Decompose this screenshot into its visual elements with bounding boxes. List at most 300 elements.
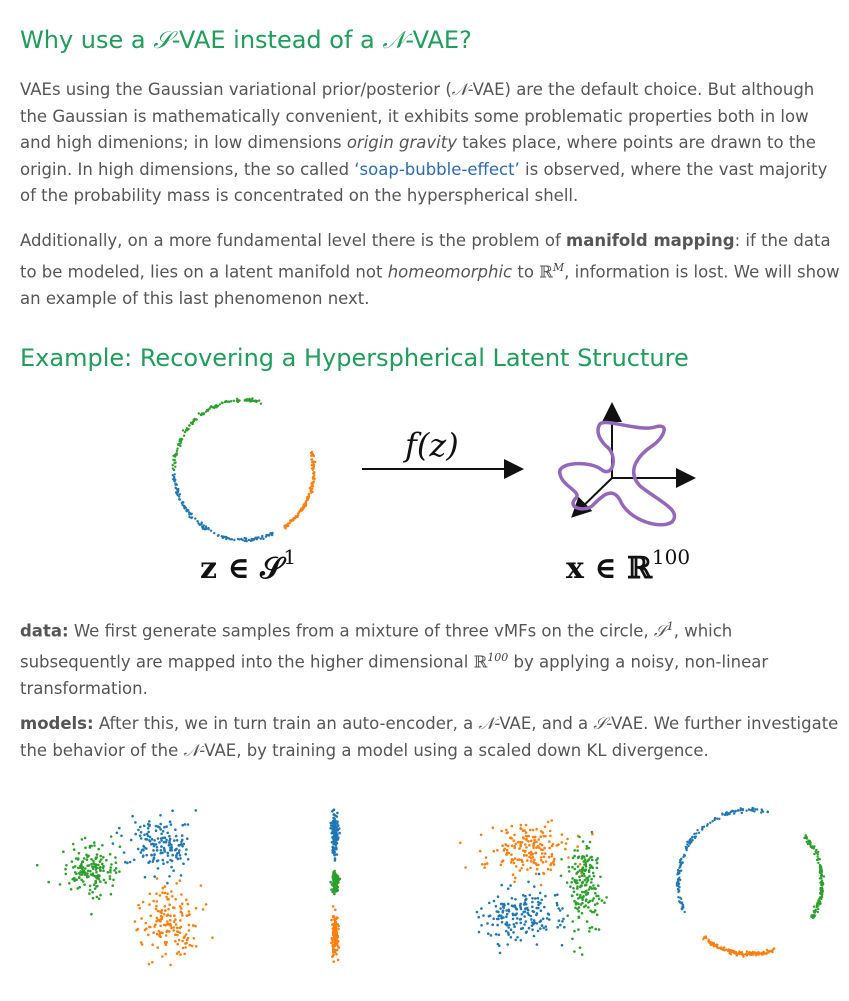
sample-point (160, 849, 163, 852)
sample-point (701, 828, 703, 830)
sample-point (149, 840, 152, 843)
sample-point (588, 870, 591, 873)
sample-point (587, 906, 590, 909)
sample-point (578, 836, 581, 839)
sample-point (181, 903, 184, 906)
sample-point (164, 953, 167, 956)
sample-point (533, 911, 536, 914)
sample-point (816, 859, 818, 861)
sample-point (64, 868, 67, 871)
sample-point (576, 845, 579, 848)
sample-point (95, 885, 98, 888)
sample-point (562, 918, 565, 921)
sample-point (185, 933, 188, 936)
sample-point (210, 405, 212, 407)
sample-point (695, 832, 697, 834)
sample-point (477, 916, 480, 919)
sample-point (134, 821, 137, 824)
sample-point (758, 952, 760, 954)
sample-point (512, 873, 515, 876)
sample-point (186, 837, 189, 840)
sample-point (175, 856, 178, 859)
sample-point (140, 837, 143, 840)
sample-point (537, 907, 540, 910)
sample-point (166, 920, 169, 923)
sample-point (180, 874, 183, 877)
sample-point (88, 892, 91, 895)
models-paragraph: models: After this, we in turn train an auto-encoder, a 𝒩-VAE, and a 𝒮-VAE. We further investigate the behavior of the 𝒩-VAE, by training a model using a scaled down KL divergence. (20, 714, 839, 760)
sample-point (88, 864, 91, 867)
sample-point (100, 858, 103, 861)
sample-point (195, 809, 198, 812)
sample-point (89, 870, 92, 873)
sample-point (115, 861, 118, 864)
sample-point (500, 917, 503, 920)
sample-point (576, 893, 579, 896)
sample-point (517, 841, 520, 844)
sample-point (153, 856, 156, 859)
sample-point (188, 924, 191, 927)
sample-point (228, 400, 230, 402)
sample-point (563, 926, 566, 929)
sample-point (516, 936, 519, 939)
data-paragraph: data: We first generate samples from a mixture of three vMFs on the circle, 𝒮$^1$, which subsequently are mapped into the higher dimensional ℝ$^{100}$ by applying a noisy, non-linear transformation. (20, 620, 769, 698)
sample-point (528, 927, 531, 930)
sample-point (550, 819, 553, 822)
sample-point (506, 943, 509, 946)
sample-point (750, 809, 752, 811)
sample-point (83, 883, 86, 886)
sample-point (536, 943, 539, 946)
sample-point (96, 853, 99, 856)
sample-point (535, 841, 538, 844)
sample-point (267, 534, 269, 536)
sample-point (334, 922, 337, 925)
sample-point (174, 473, 176, 475)
sample-point (536, 922, 539, 925)
sample-point (176, 934, 179, 937)
sample-point (581, 891, 584, 894)
sample-point (751, 807, 753, 809)
sample-point (207, 527, 209, 529)
sample-point (501, 921, 504, 924)
sample-point (74, 871, 77, 874)
sample-point (479, 850, 482, 853)
sample-point (583, 856, 586, 859)
sample-point (169, 859, 172, 862)
sample-point (176, 839, 179, 842)
sample-point (584, 879, 587, 882)
sample-point (480, 924, 483, 927)
sample-point (142, 845, 145, 848)
sample-point (686, 843, 688, 845)
sample-point (167, 908, 170, 911)
sample-point (594, 909, 597, 912)
sample-point (682, 856, 684, 858)
sample-point (730, 951, 732, 953)
sample-point (159, 931, 162, 934)
sample-point (165, 841, 168, 844)
sample-point (115, 871, 118, 874)
sample-point (689, 843, 691, 845)
sample-point (151, 838, 154, 841)
sample-point (713, 945, 715, 947)
sample-point (119, 845, 122, 848)
sample-point (312, 469, 314, 471)
sample-point (159, 918, 162, 921)
sample-point (524, 908, 527, 911)
sample-point (155, 843, 158, 846)
sample-point (172, 869, 175, 872)
sample-point (492, 826, 495, 829)
sample-point (249, 399, 251, 401)
sample-point (533, 885, 536, 888)
sample-point (260, 403, 262, 405)
sample-point (514, 898, 517, 901)
sample-point (156, 933, 159, 936)
sample-point (103, 879, 106, 882)
sample-point (531, 901, 534, 904)
sample-point (691, 836, 693, 838)
soap-bubble-link[interactable]: ‘soap-bubble-effect’ (354, 159, 520, 179)
sample-point (505, 844, 508, 847)
sample-point (201, 521, 203, 523)
sample-point (313, 466, 315, 468)
sample-point (591, 859, 594, 862)
sample-point (593, 887, 596, 890)
sample-point (581, 953, 584, 956)
sample-point (577, 928, 580, 931)
sample-point (707, 940, 709, 942)
n-vae-scatter (329, 809, 341, 963)
sample-point (487, 932, 490, 935)
sample-point (493, 900, 496, 903)
sample-point (256, 537, 258, 539)
sample-point (229, 538, 231, 540)
sample-point (182, 947, 185, 950)
sample-point (302, 508, 304, 510)
sample-point (137, 848, 140, 851)
sample-point (752, 951, 754, 953)
sample-point (733, 950, 735, 952)
sample-point (152, 931, 155, 934)
sample-point (519, 869, 522, 872)
sample-point (566, 838, 569, 841)
sample-point (336, 853, 339, 856)
sample-point (723, 946, 725, 948)
sample-point (183, 435, 185, 437)
sample-point (333, 928, 336, 931)
sample-point (248, 539, 250, 541)
sample-point (496, 849, 499, 852)
sample-point (540, 856, 543, 859)
sample-point (581, 902, 584, 905)
sample-point (97, 864, 100, 867)
sample-point (333, 853, 336, 856)
sample-point (332, 916, 335, 919)
sample-point (205, 528, 207, 530)
sample-point (94, 875, 97, 878)
sample-point (576, 849, 579, 852)
sample-point (505, 915, 508, 918)
sample-point (538, 847, 541, 850)
sample-point (168, 835, 171, 838)
sample-point (130, 839, 133, 842)
sample-point (575, 882, 578, 885)
sample-point (677, 896, 679, 898)
sample-point (597, 895, 600, 898)
sample-point (590, 878, 593, 881)
sample-point (591, 831, 594, 834)
sample-point (334, 909, 337, 912)
sample-point (107, 871, 110, 874)
sample-point (253, 538, 255, 540)
sample-point (47, 881, 50, 884)
sample-point (550, 869, 553, 872)
sample-point (186, 428, 188, 430)
sample-point (493, 850, 496, 853)
sample-point (258, 399, 260, 401)
sample-point (520, 824, 523, 827)
sample-point (148, 824, 151, 827)
sample-point (543, 856, 546, 859)
sample-point (211, 936, 214, 939)
sample-point (140, 917, 143, 920)
sample-point (93, 841, 96, 844)
sample-point (577, 902, 580, 905)
sample-point (561, 944, 564, 947)
sample-point (491, 923, 494, 926)
sample-point (513, 923, 516, 926)
sample-point (589, 900, 592, 903)
sample-point (90, 863, 93, 866)
sample-point (189, 944, 192, 947)
sample-point (542, 927, 545, 930)
sample-point (808, 842, 810, 844)
sample-point (730, 811, 732, 813)
sample-point (598, 928, 601, 931)
sample-point (542, 831, 545, 834)
sample-point (742, 954, 744, 956)
n-vae-symbol: 𝒩 (382, 26, 406, 54)
sample-point (202, 908, 205, 911)
sample-point (59, 883, 62, 886)
sample-point (560, 841, 563, 844)
sample-point (156, 946, 159, 949)
sample-point (84, 837, 87, 840)
sample-point (571, 895, 574, 898)
sample-point (255, 400, 257, 402)
sample-point (312, 476, 314, 478)
sample-point (336, 889, 339, 892)
sample-point (579, 879, 582, 882)
sample-point (187, 858, 190, 861)
sample-point (109, 878, 112, 881)
sample-point (686, 849, 688, 851)
sample-point (187, 823, 190, 826)
sample-point (573, 855, 576, 858)
sample-point (333, 893, 336, 896)
sample-point (99, 880, 102, 883)
sample-point (102, 856, 105, 859)
sample-point (591, 866, 594, 869)
sample-point (596, 867, 599, 870)
sample-point (193, 937, 196, 940)
sample-point (756, 808, 758, 810)
sample-point (579, 863, 582, 866)
sample-point (526, 868, 529, 871)
sample-point (587, 858, 590, 861)
sample-point (513, 862, 516, 865)
sample-point (540, 884, 543, 887)
sample-point (166, 882, 169, 885)
sample-point (180, 893, 183, 896)
sample-point (308, 493, 310, 495)
sample-point (181, 504, 183, 506)
sample-point (195, 907, 198, 910)
sample-point (72, 843, 75, 846)
n-vae-scaled-kl-scatter (459, 819, 608, 956)
sample-point (73, 879, 76, 882)
sample-point (506, 849, 509, 852)
sample-point (164, 892, 167, 895)
sample-point (511, 897, 514, 900)
sample-point (90, 845, 93, 848)
sample-point (140, 851, 143, 854)
sample-point (524, 843, 527, 846)
sample-point (522, 927, 525, 930)
sample-point (548, 856, 551, 859)
sample-point (140, 941, 143, 944)
sample-point (164, 836, 167, 839)
sample-point (767, 811, 769, 813)
sample-point (161, 891, 164, 894)
sample-point (746, 950, 748, 952)
sample-point (524, 920, 527, 923)
sample-point (701, 826, 703, 828)
sample-point (194, 925, 197, 928)
sample-point (330, 919, 333, 922)
sample-point (515, 843, 518, 846)
sample-point (817, 903, 819, 905)
sample-point (334, 824, 337, 827)
sample-point (75, 857, 78, 860)
sample-point (817, 851, 819, 853)
sample-point (497, 915, 500, 918)
sample-point (155, 908, 158, 911)
sample-point (92, 872, 95, 875)
sample-point (99, 870, 102, 873)
sample-point (592, 897, 595, 900)
sample-point (335, 886, 338, 889)
sample-point (578, 906, 581, 909)
sample-point (203, 412, 205, 414)
sample-point (525, 898, 528, 901)
sample-point (333, 817, 336, 820)
sample-point (183, 953, 186, 956)
sample-point (102, 869, 105, 872)
sample-point (332, 960, 335, 963)
sample-point (174, 849, 177, 852)
sample-point (696, 829, 698, 831)
sample-point (521, 913, 524, 916)
sample-point (771, 950, 773, 952)
sample-point (160, 845, 163, 848)
sample-point (181, 824, 184, 827)
sample-point (163, 849, 166, 852)
sample-point (595, 859, 598, 862)
sample-point (159, 894, 162, 897)
sample-point (558, 919, 561, 922)
sample-point (166, 893, 169, 896)
sample-point (170, 823, 173, 826)
sample-point (110, 835, 113, 838)
sample-point (488, 902, 491, 905)
sample-point (285, 525, 287, 527)
sample-point (583, 875, 586, 878)
sample-point (535, 846, 538, 849)
sample-point (120, 835, 123, 838)
sample-point (144, 876, 147, 879)
sample-point (585, 899, 588, 902)
sample-point (588, 888, 591, 891)
sample-point (527, 909, 530, 912)
sample-point (173, 920, 176, 923)
sample-point (500, 903, 503, 906)
sample-point (160, 833, 163, 836)
sample-point (518, 858, 521, 861)
sample-point (560, 858, 563, 861)
sample-point (157, 859, 160, 862)
latent-space-label: z ∈ 𝒮$^1$ (200, 545, 297, 586)
sample-point (588, 930, 591, 933)
sample-point (73, 877, 76, 880)
sample-point (305, 502, 307, 504)
sample-point (68, 882, 71, 885)
sample-point (529, 894, 532, 897)
sample-point (589, 927, 592, 930)
sample-point (148, 820, 151, 823)
sample-point (155, 892, 158, 895)
sample-point (179, 919, 182, 922)
sample-point (694, 837, 696, 839)
sample-point (176, 450, 178, 452)
sample-point (682, 904, 684, 906)
sample-point (185, 848, 188, 851)
sample-point (583, 872, 586, 875)
sample-point (332, 905, 335, 908)
sample-point (337, 945, 340, 948)
sample-point (115, 867, 118, 870)
sample-point (144, 929, 147, 932)
sample-point (188, 512, 190, 514)
sample-point (109, 853, 112, 856)
sample-point (310, 488, 312, 490)
sample-point (519, 841, 522, 844)
sample-point (813, 905, 815, 907)
sample-point (811, 847, 813, 849)
sample-point (578, 917, 581, 920)
sample-point (500, 864, 503, 867)
sample-point (514, 877, 517, 880)
sample-point (506, 922, 509, 925)
sample-point (528, 844, 531, 847)
sample-point (105, 859, 108, 862)
sample-point (489, 914, 492, 917)
sample-point (592, 884, 595, 887)
sample-point (525, 824, 528, 827)
sample-point (186, 510, 188, 512)
